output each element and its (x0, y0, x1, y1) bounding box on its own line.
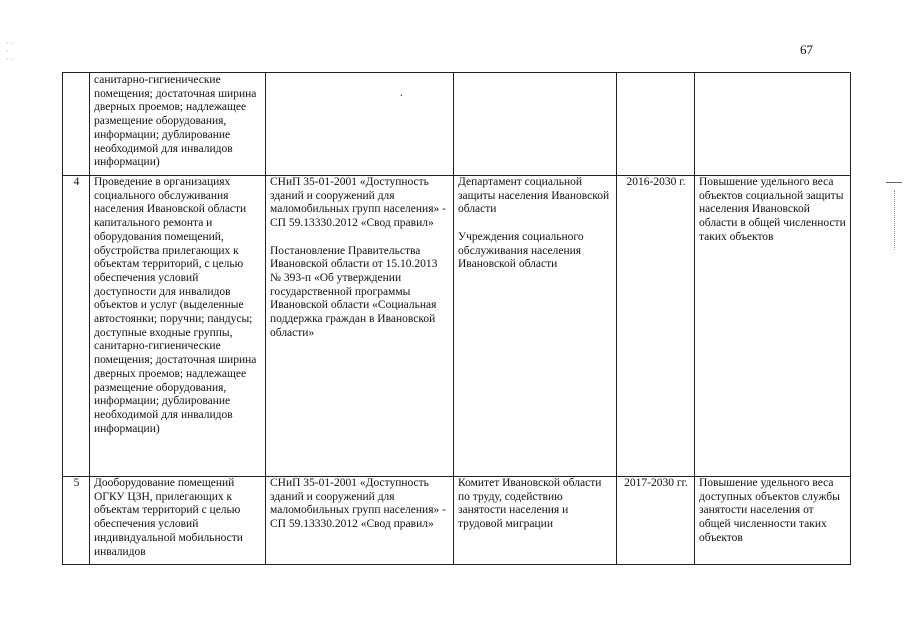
cell-result (695, 73, 851, 176)
cell-result: Повышение удельного веса доступных объектов службы занятости населения от общей численности таких объектов (695, 477, 851, 565)
cell-documents (266, 477, 454, 565)
cell-activity: Проведение в организациях социального обслуживания населения Ивановской области капитального ремонта и оборудования помещений, обустройства прилегающих к объектам территорий, с целью обеспечения условий доступности для инвалидов объектов и услуг (выделенные автостоянки; поручни; пандусы; доступные входные группы, санитарно-гигиенические помещения; достаточная ширина дверных проемов; надлежащее размещение оборудования, информации; дублирование необходимой для инвалидов информации) (90, 176, 266, 477)
document-reference: СНиП 35-01-2001 «Доступность зданий и сооружений для маломобильных групп населения» - СП 59.13330.2012 «Свод правил» (270, 176, 446, 230)
table-row (63, 176, 851, 477)
page-number: 67 (800, 42, 813, 57)
executor-name: Департамент социальной защиты населения Ивановской области (458, 176, 610, 216)
cell-period: 2016-2030 г. (617, 176, 695, 477)
cell-activity: санитарно-гигиенические помещения; достаточная ширина дверных проемов; надлежащее размещение оборудования, информации; дублирование необходимой для инвалидов информации) (90, 73, 266, 176)
cell-executors (454, 73, 617, 176)
cell-documents (266, 176, 454, 477)
cell-period (617, 73, 695, 176)
cell-result: Повышение удельного веса объектов социальной защиты населения Ивановской области в общей численности таких объектов (695, 176, 851, 477)
executor-name: Учреждения социального обслуживания населения Ивановской области (458, 230, 584, 271)
cell-documents (266, 73, 454, 176)
scan-specks: · · · · · (6, 39, 14, 64)
document-reference: Постановление Правительства Ивановской области от 15.10.2013 № 393-п «Об утверждении государственной программы Ивановской области «Социальная поддержка граждан в Ивановской области» (270, 244, 438, 339)
scan-edge-line (886, 182, 902, 183)
stray-mark: . (400, 87, 403, 99)
table-row-continuation (63, 73, 851, 176)
cell-number (63, 73, 90, 176)
cell-period: 2017-2030 гг. (617, 477, 695, 565)
executor-name: Комитет Ивановской области по труду, содействию занятости населения и трудовой миграции (458, 477, 602, 531)
cell-number: 4 (63, 176, 90, 477)
scan-edge-mark (894, 190, 903, 250)
cell-executors (454, 477, 617, 565)
document-reference: СНиП 35-01-2001 «Доступность зданий и сооружений для маломобильных групп населения» - СП 59.13330.2012 «Свод правил» (270, 477, 446, 531)
measures-table (62, 72, 851, 565)
cell-number: 5 (63, 477, 90, 565)
cell-activity: Дооборудование помещений ОГКУ ЦЗН, прилегающих к объектам территорий с целью обеспечения условий индивидуальной мобильности инвалидов (90, 477, 266, 565)
cell-executors (454, 176, 617, 477)
table-row (63, 477, 851, 565)
